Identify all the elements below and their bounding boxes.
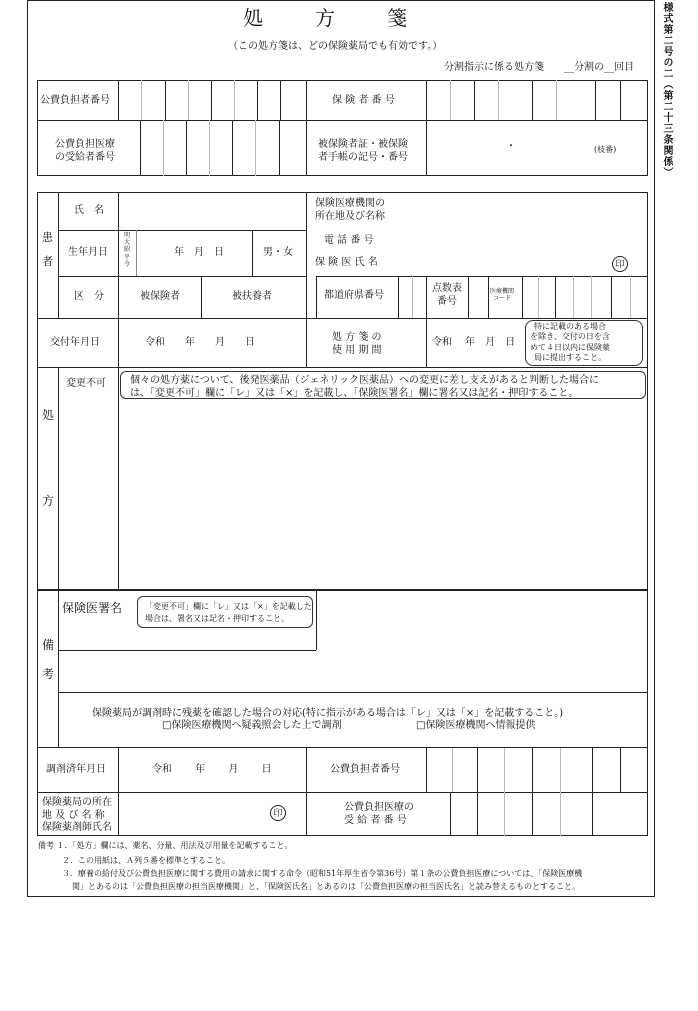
note-3a: ３．療養の給付及び公費負担医療に関する費用の請求に関する命令（昭和51年厚生省令第36号）第１条の公費負担医療については、「保険医療機 [62, 869, 583, 878]
no-change-label: 変更不可 [66, 378, 106, 389]
public-payer-no-label: 公費負担者番号 [40, 95, 110, 106]
period-value: 令和 年 月 日 [432, 337, 516, 348]
signature-label: 保険医署名 [62, 601, 123, 615]
sex-label: 男・女 [263, 247, 293, 258]
residual-option-inquiry[interactable]: □保険医療機関へ疑義照会した上で調剤 [162, 720, 342, 731]
residual-option-info[interactable]: □保険医療機関へ情報提供 [416, 720, 536, 731]
patient-name-label: 氏 名 [74, 205, 104, 216]
issue-date-label: 交付年月日 [50, 337, 100, 348]
era-list: 明 大 昭 平 令 [124, 232, 131, 268]
note-1: 備考 １．「処方」欄には、薬名、分量、用法及び用量を記載すること。 [38, 841, 293, 850]
dispense-date-label: 調剤済年月日 [46, 764, 106, 775]
insured-label: 被保険者 [140, 291, 180, 302]
dispense-public-payer-label: 公費負担者番号 [330, 764, 400, 775]
issue-date-value: 令和 年 月 日 [145, 337, 255, 348]
pharmacy-label: 保険薬局の所在 地 及 び 名 称 保険薬剤師氏名 [42, 797, 112, 833]
prescription-section-label: 処 方 [42, 408, 55, 509]
patient-section-label: 患 者 [42, 231, 53, 269]
dispense-recipient-label: 公費負担医療の 受 給 者 番 号 [344, 802, 414, 826]
dispense-date-value: 令和 年 月 日 [152, 764, 272, 775]
insurer-no-label: 保 険 者 番 号 [332, 95, 395, 106]
note-2: ２．この用紙は、Ａ列５番を標準とすること。 [62, 856, 230, 865]
inst-code-label: 医療機関 コード [490, 288, 515, 303]
doctor-name-label: 保 険 医 氏 名 [315, 257, 378, 268]
public-recipient-label: 公費負担医療 の受給者番号 [55, 139, 115, 163]
score-table-label: 点数表 番号 [432, 283, 462, 307]
dependent-label: 被扶養者 [232, 291, 272, 302]
doctor-seal: 印 [612, 256, 628, 272]
prefecture-label: 都道府県番号 [324, 290, 384, 301]
phone-label: 電 話 番 号 [324, 235, 374, 246]
birth-label: 生年月日 [68, 247, 108, 258]
institution-address-label: 保険医療機関の 所在地及び名称 [315, 198, 385, 222]
remarks-block [37, 590, 648, 748]
page-title: 処 方 箋 [243, 6, 411, 30]
residual-title: 保険薬局が調剤時に残薬を確認した場合の対応(特に指示がある場合は「レ」又は「×」を記載すること。) [92, 708, 564, 719]
split-instruction: 分割指示に係る処方箋 __分割の__回目 [444, 62, 634, 73]
prescription-block [37, 368, 648, 590]
card-symbol-label: 被保険者証・被保険 者手帳の記号・番号 [318, 139, 408, 163]
page-subtitle: （この処方箋は、どの保険薬局でも有効です。） [228, 41, 443, 52]
category-label: 区 分 [74, 291, 104, 302]
period-label: 処 方 箋 の 使 用 期 間 [332, 332, 382, 356]
birth-ymd: 年 月 日 [174, 247, 224, 258]
note-3b: 関」とあるのは「公費負担医療の担当医療機関」と、「保険医氏名」とあるのは「公費負担医療の担当医氏名」と読み替えるものとすること。 [72, 882, 580, 891]
remarks-section-label: 備 考 [42, 638, 55, 681]
prescription-instructions: 個々の処方薬について、後発医薬品（ジェネリック医薬品）への変更に差し支えがあると判断した場合に は、「変更不可」欄に「レ」又は「×」を記載し、「保険医署名」欄に署名又は記名・押印すること。 [130, 375, 599, 399]
period-note: 特に記載のある場合 を除き、交付の日を含 めて４日以内に保険薬 局に提出すること。 [530, 322, 610, 363]
pharmacist-seal: 印 [270, 805, 286, 821]
side-title: 様式第二号の二（第二十三条関係） [661, 2, 672, 178]
signature-note: 「変更不可」欄に「レ」又は「×」を記載した 場合は、署名又は記名・押印すること。 [145, 602, 312, 623]
